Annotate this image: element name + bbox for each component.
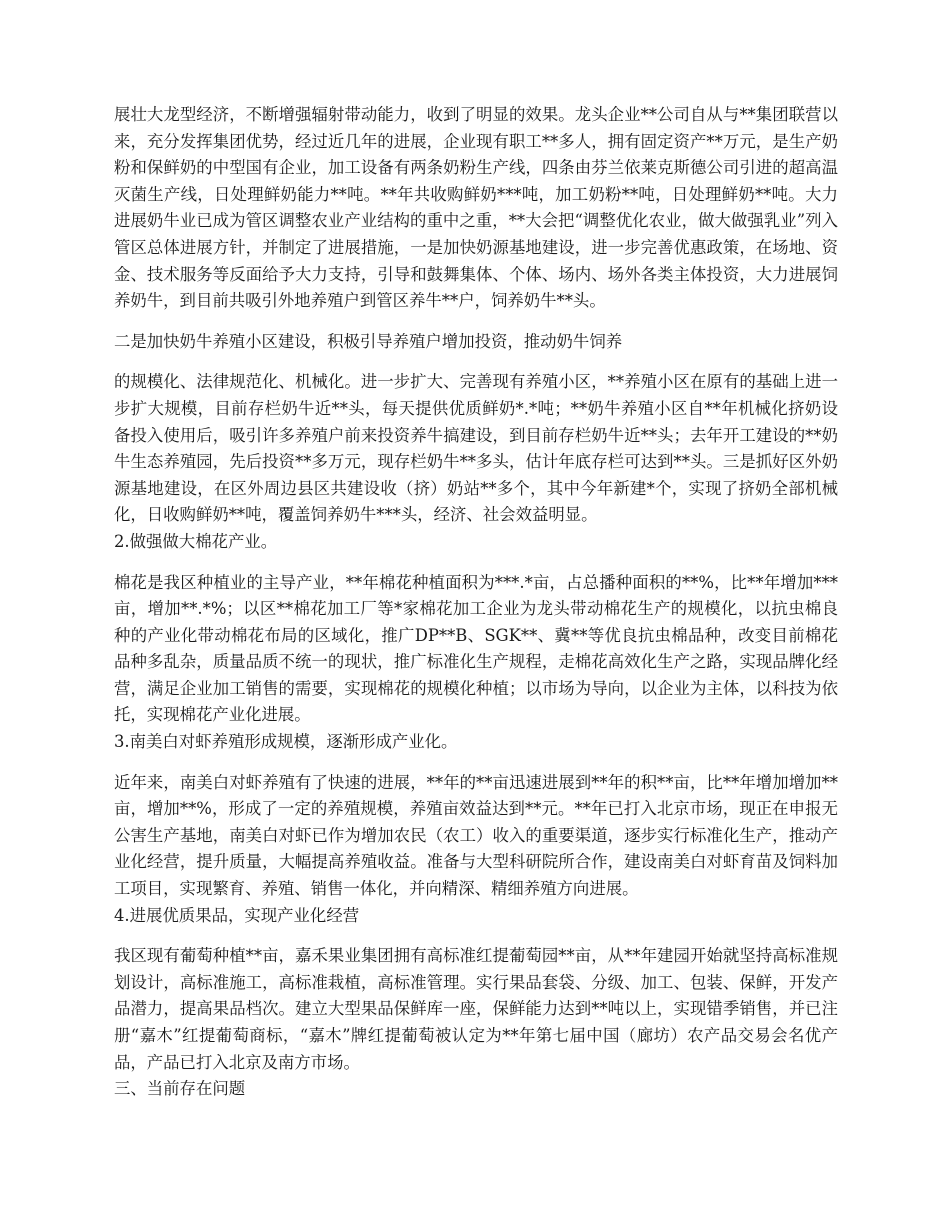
paragraph-dairy-scale: 的规模化、法律规范化、机械化。进一步扩大、完善现有养殖小区，**养殖小区在原有的基础上进一步扩大规模，目前存栏奶牛近**头，每天提供优质鲜奶*.*吨；**奶牛养殖小区自**年机械化挤奶设备投入使用后，吸引许多养殖户前来投资养牛搞建设，到目前存栏奶牛近**头；去年开工建设的**奶牛生态养殖园，先后投资**多万元，现存栏奶牛**多头，估计年底存栏可达到**头。三是抓好区外奶源基地建设，在区外周边县区共建设收（挤）奶站**多个，其中今年新建*个，实现了挤奶全部机械化，日收购鲜奶**吨，覆盖饲养奶牛***头，经济、社会效益明显。 [114, 372, 838, 525]
section-heading-shrimp: 3.南美白对虾养殖形成规模，逐渐形成产业化。 [114, 732, 458, 752]
paragraph-cotton: 棉花是我区种植业的主导产业，**年棉花种植面积为***.*亩，占总播种面积的**%，比**年增加***亩，增加**.*%；以区**棉花加工厂等*家棉花加工企业为龙头带动棉花生产的规模化，以抗虫棉良种的产业化带动棉花布局的区域化，推广DP**B、SGK**、冀**等优良抗虫棉品种，改变目前棉花品种多乱杂，质量品质不统一的现状，推广标准化生产规程，走棉花高效化生产之路，实现品牌化经营，满足企业加工销售的需要，实现棉花的规模化种植；以市场为导向，以企业为主体，以科技为依托，实现棉花产业化进展。 [114, 572, 838, 725]
document-body [114, 102, 838, 1103]
section-heading-cotton: 2.做强做大棉花产业。 [114, 531, 278, 551]
section-heading-fruit: 4.进展优质果品，实现产业化经营 [114, 905, 360, 925]
paragraph-fruit: 我区现有葡萄种植**亩，嘉禾果业集团拥有高标准红提葡萄园**亩，从**年建园开始就坚持高标准规划设计，高标准施工，高标准栽植，高标准管理。实行果品套袋、分级、加工、包装、保鲜，开发产品潜力，提高果品档次。建立大型果品保鲜库一座，保鲜能力达到**吨以上，实现错季销售，并已注册“嘉木”红提葡萄商标，“嘉木”牌红提葡萄被认定为**年第七届中国（廊坊）农产品交易会名优产品，产品已打入北京及南方市场。 [114, 946, 838, 1072]
paragraph-dairy-second-point: 二是加快奶牛养殖小区建设，积极引导养殖户增加投资，推动奶牛饲养 [114, 331, 623, 351]
paragraph-dairy-industry: 展壮大龙型经济，不断增强辐射带动能力，收到了明显的效果。龙头企业**公司自从与**集团联营以来，充分发挥集团优势，经过近几年的进展，企业现有职工**多人，拥有固定资产**万元，是生产奶粉和保鲜奶的中型国有企业，加工设备有两条奶粉生产线，四条由芬兰依莱克斯德公司引进的超高温灭菌生产线，日处理鲜奶能力**吨。**年共收购鲜奶***吨，加工奶粉**吨，日处理鲜奶**吨。大力进展奶牛业已成为管区调整农业产业结构的重中之重，**大会把“调整优化农业，做大做强乳业”列入管区总体进展方针，并制定了进展措施，一是加快奶源基地建设，进一步完善优惠政策，在场地、资金、技术服务等反面给予大力支持，引导和鼓舞集体、个体、场内、场外各类主体投资，大力进展饲养奶牛，到目前共吸引外地养殖户到管区养牛**户，饲养奶牛**头。 [114, 105, 838, 311]
section-heading-problems: 三、当前存在问题 [114, 1079, 246, 1099]
paragraph-shrimp: 近年来，南美白对虾养殖有了快速的进展，**年的**亩迅速进展到**年的积**亩，比**年增加增加**亩，增加**%，形成了一定的养殖规模，养殖亩效益达到**元。**年已打入北京市场，现正在申报无公害生产基地，南美白对虾已作为增加农民（农工）收入的重要渠道，逐步实行标准化生产，推动产业化经营，提升质量，大幅提高养殖收益。准备与大型科研院所合作，建设南美白对虾育苗及饲料加工项目，实现繁育、养殖、销售一体化，并向精深、精细养殖方向进展。 [114, 772, 838, 899]
